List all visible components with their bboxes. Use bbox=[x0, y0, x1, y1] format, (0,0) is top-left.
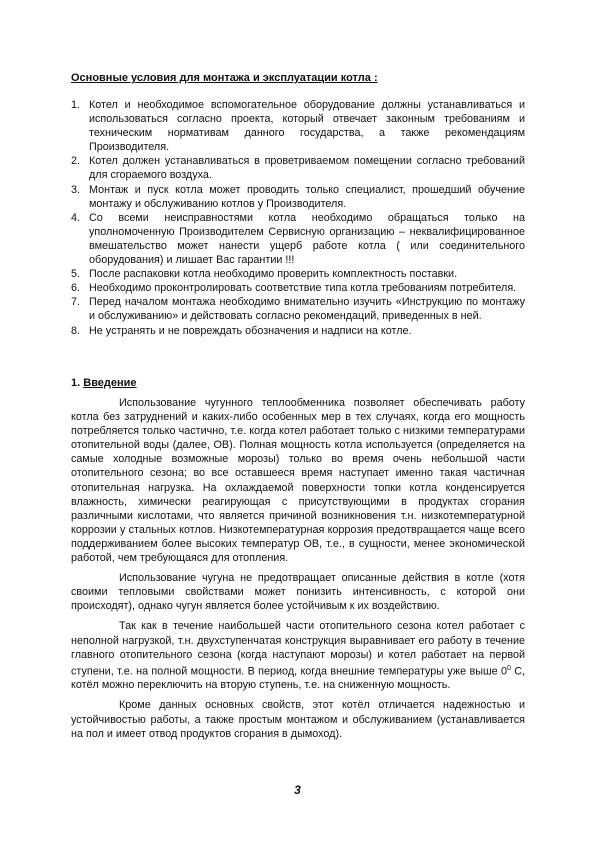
list-item-text: Котел должен устанавливаться в проветриваемом помещении согласно требований для сгораемого воздуха. bbox=[89, 155, 525, 182]
degree-superscript: 0 bbox=[506, 664, 511, 672]
paragraph-text: С, котёл можно переключить на вторую ступень, т.е. на сниженную мощность. bbox=[71, 665, 526, 692]
list-item-number: 2. bbox=[71, 155, 81, 168]
page-number: 3 bbox=[294, 783, 301, 797]
list-item-text: Перед началом монтажа необходимо внимательно изучить «Инструкцию по монтажу и обслуживанию» и действовать согласно рекомендаций, приведенных в ней. bbox=[89, 296, 525, 323]
section-title-text: Введение bbox=[83, 377, 137, 389]
conditions-list bbox=[71, 98, 525, 338]
list-item-text: Котел и необходимое вспомогательное оборудование должны устанавливаться и использоваться согласно проекта, который отвечает законным требованиям и техническим нормативам данного государства, а также рекомендациям Производителя. bbox=[89, 99, 525, 154]
list-item-number: 3. bbox=[71, 183, 81, 196]
list-item bbox=[71, 211, 525, 267]
list-item bbox=[71, 98, 525, 154]
paragraph: Использование чугунного теплообменника позволяет обеспечивать работу котла без затруднений и каких-либо особенных мер в тех случаях, когда его мощность потребляется только частично, т.е. когда котел работает только с низкими температурами отопительной воды (далее, ОВ). Полная мощность котла используется (определяется на самые холодные возможные морозы) только во время очень небольшой части отопительного сезона; во все оставшееся время наступает именно такая частичная отопительная нагрузка. На охлаждаемой поверхности топки котла конденсируется влажность, химически реагирующая с присутствующими в продуктах сгорания различными кислотами, что является причиной возникновения т.н. низкотемпературной коррозии у стальных котлов. Низкотемпературная коррозия предотвращается чаще всего поддерживанием более высоких температур ОВ, т.е., в сущности, менее экономической работой, чем требующаяся для отопления. bbox=[71, 397, 525, 565]
list-item-number: 5. bbox=[71, 268, 81, 281]
list-item bbox=[71, 154, 525, 182]
section-title bbox=[71, 377, 137, 389]
list-item bbox=[71, 281, 525, 295]
list-item-text: Монтаж и пуск котла может проводить только специалист, прошедший обучение монтажу и обслуживанию котлов у Производителя. bbox=[89, 183, 525, 210]
list-item bbox=[71, 324, 525, 338]
list-item-text: Необходимо проконтролировать соответствие типа котла требованиям потребителя. bbox=[89, 282, 517, 295]
section-body bbox=[71, 396, 525, 747]
paragraph: Использование чугуна не предотвращает описанные действия в котле (хотя своими тепловыми свойствами может понизить интенсивность, с которой они происходят), однако чугун является более устойчивым к их воздействию. bbox=[71, 572, 525, 613]
page-heading: Основные условия для монтажа и эксплуатации котла : bbox=[71, 72, 378, 84]
list-item-number: 6. bbox=[71, 282, 81, 295]
paragraph bbox=[71, 619, 525, 692]
list-item-number: 8. bbox=[71, 324, 81, 337]
list-item-number: 4. bbox=[71, 211, 81, 224]
list-item-text: Со всеми неисправностями котла необходимо обращаться только на уполномоченную Производителем Сервисную организацию – неквалифицированное вмешательство может нанести ущерб работе котла ( или соединительного оборудования) и лишает Вас гарантии !!! bbox=[89, 211, 525, 267]
paragraph-text: Так как в течение наибольшей части отопительного сезона котел работает с неполной нагрузкой, т.н. двухступенчатая конструкция выравнивает его работу в течение главного отопительного сезона (когда наступают морозы) и котел работает на первой ступени, т.е. на полной мощности. В период, когда внешние температуры уже выше 0 bbox=[71, 620, 525, 678]
paragraph: Кроме данных основных свойств, этот котёл отличается надежностью и устойчивостью работы, а также простым монтажом и обслуживанием (устанавливается на пол и имеет отвод продуктов сгорания в дымоход). bbox=[71, 699, 525, 740]
list-item-text: Не устранять и не повреждать обозначения и надписи на котле. bbox=[89, 324, 412, 337]
list-item-text: После распаковки котла необходимо проверить комплектность поставки. bbox=[89, 268, 458, 281]
list-item bbox=[71, 295, 525, 323]
list-item bbox=[71, 183, 525, 211]
list-item-number: 7. bbox=[71, 296, 81, 309]
section-number: 1. bbox=[71, 377, 81, 389]
list-item-number: 1. bbox=[71, 99, 81, 111]
list-item bbox=[71, 267, 525, 281]
